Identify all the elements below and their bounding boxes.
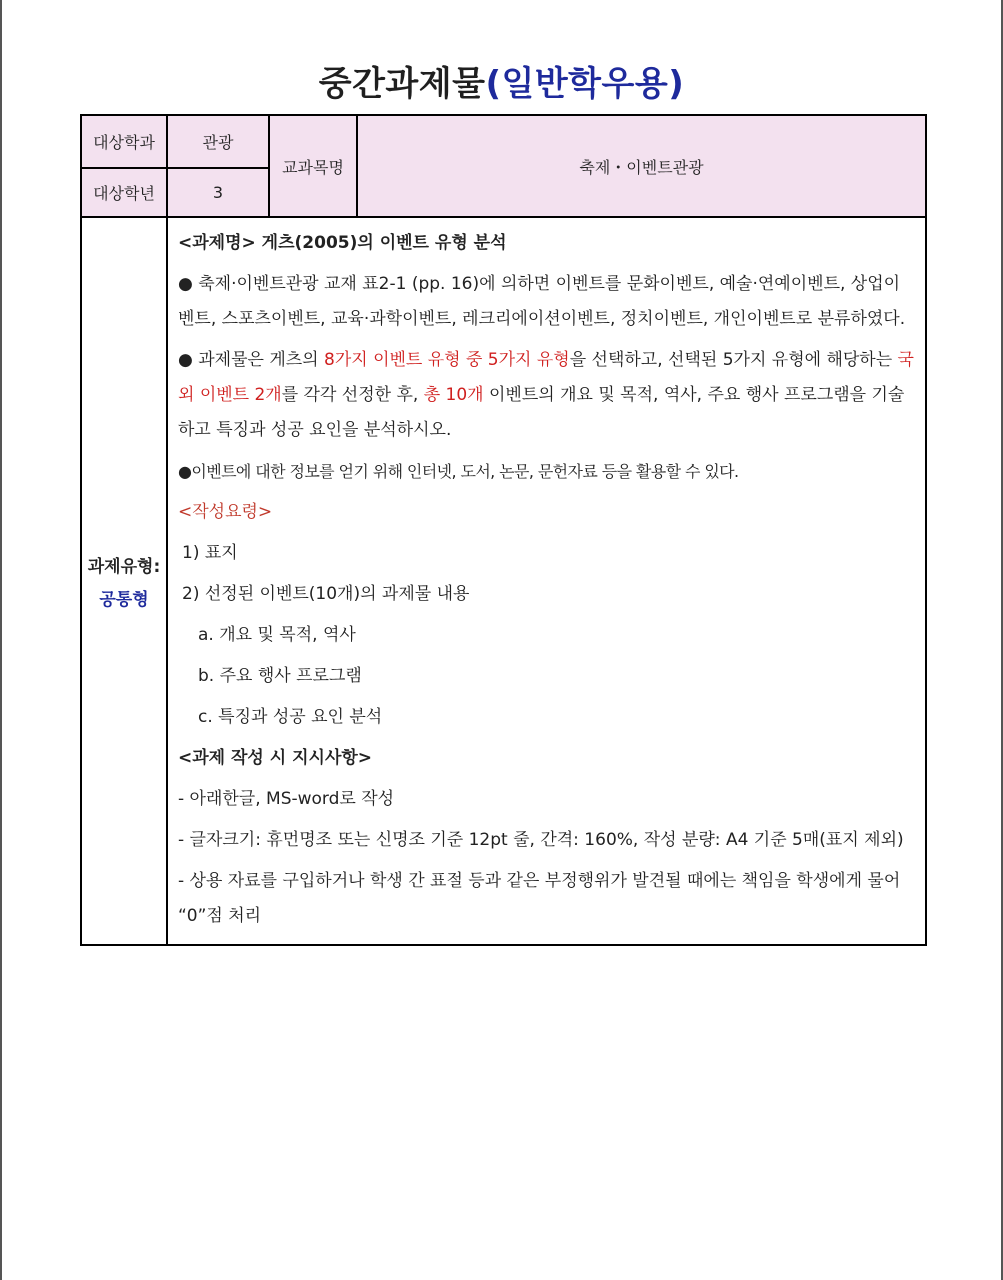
grade-label: 대상학년	[81, 168, 167, 217]
header-row-1	[81, 115, 926, 168]
paragraph-task	[178, 343, 915, 448]
para2-highlight-types: 8가지 이벤트 유형 중 5가지 유형	[324, 350, 570, 370]
content-row	[81, 217, 926, 945]
para2-highlight-total: 총 10개	[423, 385, 484, 405]
document-title	[0, 56, 1003, 105]
assignment-content	[167, 217, 926, 945]
page-border-left	[0, 0, 2, 1280]
para2-highlight-overseas: 국외 이벤트 2개	[178, 350, 914, 405]
guide-heading: <작성요령>	[178, 502, 273, 522]
instruction-2: - 글자크기: 휴먼명조 또는 신명조 기준 12pt 줄, 간격: 160%, 작성 분량: A4 기준 5매(표지 제외)	[178, 830, 904, 850]
para2-text-a: ● 과제물은 게츠의	[178, 350, 324, 370]
assignment-type-cell	[81, 217, 167, 945]
paragraph-resources: ●이벤트에 대한 정보를 얻기 위해 인터넷, 도서, 논문, 문헌자료 등을 활용할 수 있다.	[178, 462, 739, 481]
task-name: <과제명> 게츠(2005)의 이벤트 유형 분석	[178, 233, 507, 253]
para2-text-b: 을 선택하고, 선택된 5가지 유형에 해당하는	[569, 350, 898, 370]
guide-item-2b: b. 주요 행사 프로그램	[198, 666, 362, 686]
instructions-heading: <과제 작성 시 지시사항>	[178, 748, 373, 768]
title-main: 중간과제물	[318, 64, 486, 104]
paragraph-classification: ● 축제·이벤트관광 교재 표2-1 (pp. 16)에 의하면 이벤트를 문화이벤트, 예술·연예이벤트, 상업이벤트, 스포츠이벤트, 교육·과학이벤트, 레크리에이션이벤트, 정치이벤트, 개인이벤트로 분류하였다.	[178, 274, 906, 329]
para2-text-d: 이벤트의 개요 및 목적, 역사, 주요 행사 프로그램을 기술하고 특징과 성공 요인을 분석하시오.	[178, 385, 905, 440]
assignment-type-label: 과제유형:	[87, 557, 161, 577]
instruction-1: - 아래한글, MS-word로 작성	[178, 789, 395, 809]
assignment-type-value: 공통형	[99, 590, 149, 610]
instruction-3: - 상용 자료를 구입하거나 학생 간 표절 등과 같은 부정행위가 발견될 때에는 책임을 학생에게 물어 “0”점 처리	[178, 871, 901, 926]
subject-value: 축제・이벤트관광	[357, 115, 926, 217]
subject-label: 교과목명	[269, 115, 357, 217]
assignment-table	[80, 114, 927, 946]
guide-item-2: 2) 선정된 이벤트(10개)의 과제물 내용	[182, 584, 470, 604]
guide-item-2c: c. 특징과 성공 요인 분석	[198, 707, 383, 727]
grade-value: 3	[167, 168, 269, 217]
dept-label: 대상학과	[81, 115, 167, 168]
guide-item-2a: a. 개요 및 목적, 역사	[198, 625, 356, 645]
para2-text-c: 를 각각 선정한 후,	[281, 385, 424, 405]
title-accent: (일반학우용)	[485, 64, 685, 104]
dept-value: 관광	[167, 115, 269, 168]
guide-item-1: 1) 표지	[182, 543, 238, 563]
